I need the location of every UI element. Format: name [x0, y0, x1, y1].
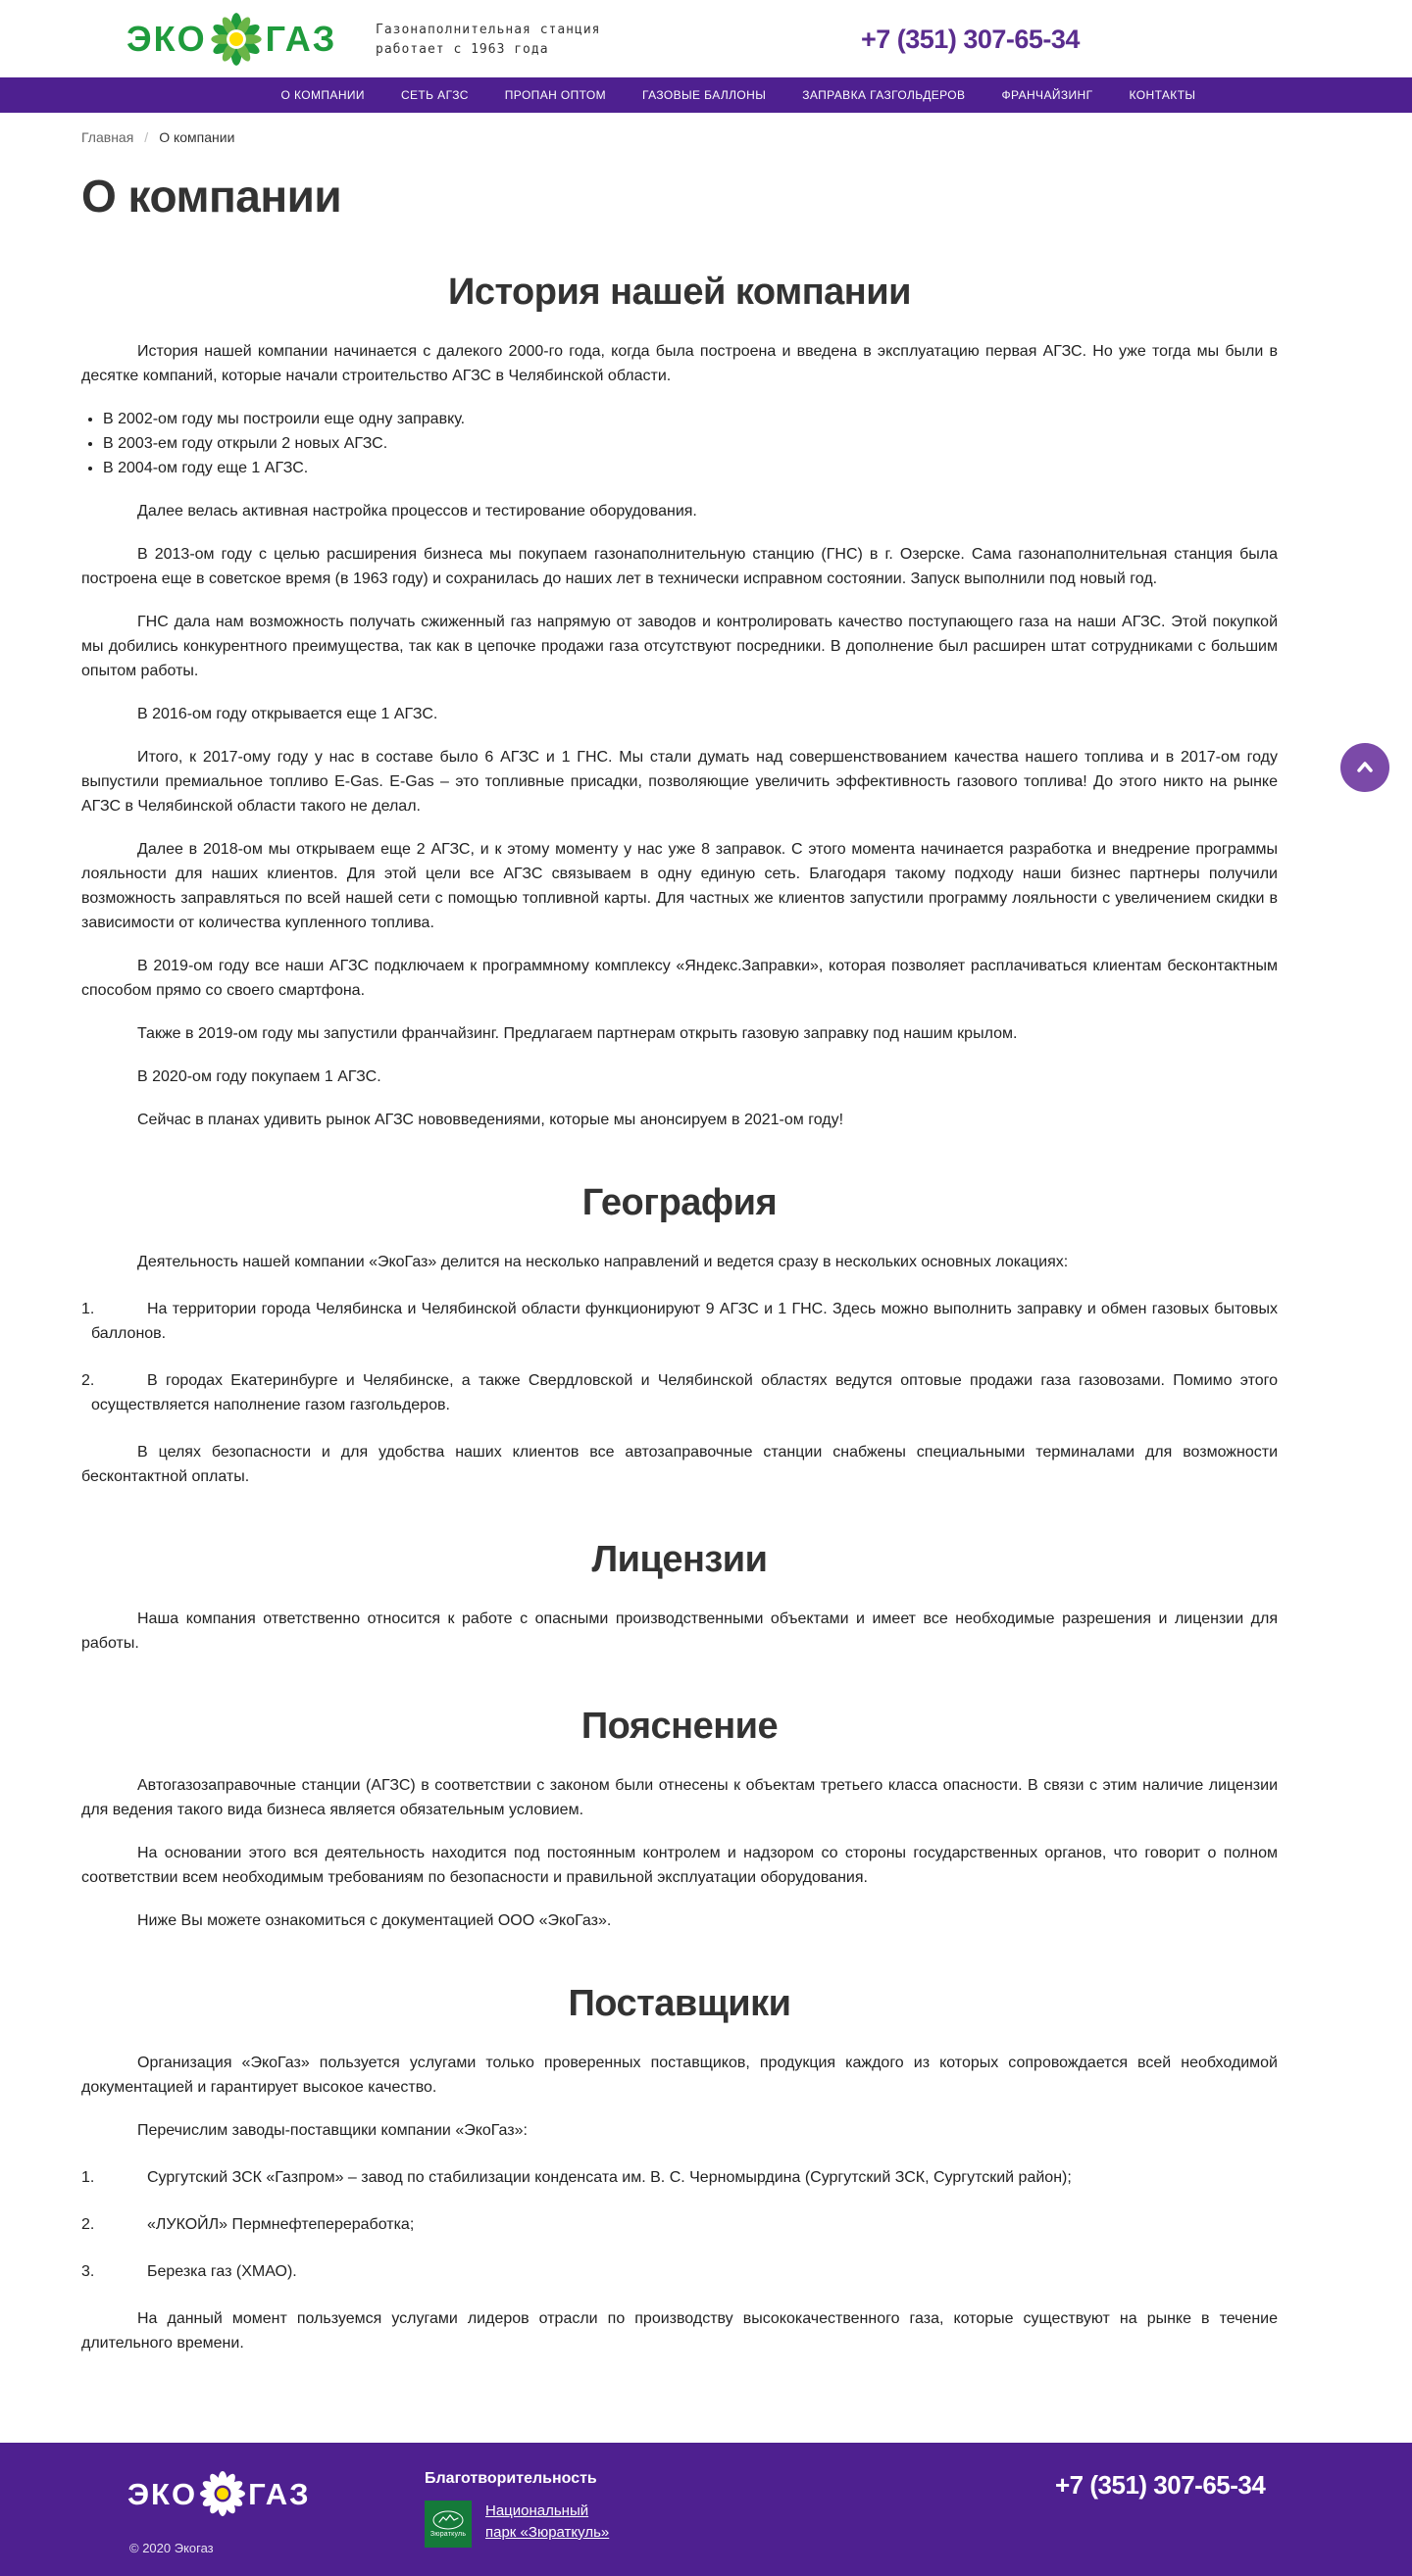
logo-text-gaz: ГАЗ [265, 19, 337, 59]
nav-item-network[interactable]: СЕТЬ АГЗС [400, 88, 469, 102]
breadcrumb [81, 129, 1278, 145]
licenses-heading: Лицензии [591, 1539, 768, 1580]
history-paragraph: В 2020-ом году покупаем 1 АГЗС. [137, 1068, 381, 1085]
footer-logo-text-gaz: ГАЗ [248, 2476, 311, 2511]
tagline-line-2: работает с 1963 года [376, 42, 549, 57]
copyright-text: © 2020 Экогаз [129, 2541, 214, 2555]
breadcrumb-separator: / [144, 129, 149, 145]
footer-flower-icon [199, 2470, 246, 2517]
geography-paragraph: Деятельность нашей компании «ЭкоГаз» делится на несколько направлений и ведется сразу в нескольких основных локациях: [137, 1254, 1069, 1270]
item-number: 1. [81, 2169, 95, 2186]
nav-item-propane[interactable]: ПРОПАН ОПТОМ [504, 88, 606, 102]
breadcrumb-current: О компании [159, 129, 235, 145]
numbered-item [81, 1368, 1278, 1417]
footer-logo-text-eko: ЭКО [127, 2476, 198, 2511]
flower-icon [209, 12, 264, 67]
nav-item-gasholders[interactable]: ЗАПРАВКА ГАЗГОЛЬДЕРОВ [802, 88, 966, 102]
section-suppliers [81, 1982, 1278, 2355]
item-text: Сургутский ЗСК «Газпром» – завод по стабилизации конденсата им. В. С. Черномырдина (Сургутский ЗСК, Сургутский район); [147, 2169, 1072, 2186]
item-text: На территории города Челябинска и Челябинской области функционируют 9 АГЗС и 1 ГНС. Здесь можно выполнить заправку и обмен газовых бытовых баллонов. [91, 1301, 1278, 1342]
explanation-heading: Пояснение [580, 1706, 779, 1747]
history-paragraph: В 2013-ом году с целью расширения бизнеса мы покупаем газонаполнительную станцию (ГНС) в г. Озерске. Сама газонаполнительная станция была построена еще в советское время (в 1963 году) и сохранилась до наших лет в технически исправном состоянии. Запуск выполнили под новый год. [81, 546, 1278, 587]
zyuratkul-park-icon [425, 2501, 472, 2548]
item-text: В городах Екатеринбурге и Челябинске, а также Свердловской и Челябинской областях ведутся оптовые продажи газа газовозами. Помимо этого осуществляется наполнение газом газгольдеров. [91, 1372, 1278, 1413]
section-history [81, 271, 1278, 1132]
suppliers-heading: Поставщики [568, 1983, 791, 2024]
history-paragraph: В 2016-ом году открывается еще 1 АГЗС. [137, 706, 438, 722]
history-paragraph: В 2019-ом году все наши АГЗС подключаем к программному комплексу «Яндекс.Заправки», которая позволяет расплачиваться клиентам бесконтактным способом прямо со своего смартфона. [81, 958, 1278, 999]
explanation-paragraph: Автогазозаправочные станции (АГЗС) в соответствии с законом были отнесены к объектам третьего класса опасности. В связи с этим наличие лицензии для ведения такого вида бизнеса является обязательным условием. [81, 1777, 1278, 1818]
main-navbar [0, 77, 1412, 113]
history-heading: История нашей компании [448, 272, 911, 313]
scroll-to-top-button[interactable] [1340, 743, 1389, 792]
section-geography [81, 1181, 1278, 1489]
chevron-up-icon [1353, 756, 1377, 779]
section-explanation [81, 1705, 1278, 1933]
history-bullet-list [81, 407, 1278, 480]
site-footer [0, 2443, 1412, 2576]
item-text: Березка газ (ХМАО). [147, 2263, 297, 2280]
site-header [0, 0, 1412, 77]
geography-heading: География [581, 1182, 778, 1223]
nav-item-franchise[interactable]: ФРАНЧАЙЗИНГ [1001, 88, 1093, 102]
item-number: 1. [81, 1301, 95, 1317]
header-tagline [376, 21, 601, 60]
item-text: «ЛУКОЙЛ» Пермнефтепереработка; [147, 2216, 415, 2233]
list-item: • В 2004-ом году еще 1 АГЗС. [103, 456, 1278, 480]
numbered-item [81, 1297, 1278, 1346]
nav-items [281, 88, 1196, 102]
charity-block [425, 2470, 609, 2548]
numbered-item [81, 2259, 1278, 2284]
footer-logo[interactable] [127, 2470, 311, 2517]
page-title: О компании [81, 171, 342, 222]
numbered-item [81, 2212, 1278, 2237]
history-paragraph: Далее в 2018-ом мы открываем еще 2 АГЗС, и к этому моменту у нас уже 8 заправок. С этого момента начинается разработка и внедрение программы лояльности для наших клиентов. Для этой цели все АГЗС связываем в одну единую сеть. Благодаря такому подходу наши бизнес партнеры получили возможность заправляться по всей нашей сети с помощью топливной карты. Для частных же клиентов запустили программу лояльности с увеличением скидки в зависимости от количества купленного топлива. [81, 841, 1278, 931]
item-number: 2. [81, 1372, 95, 1389]
history-paragraph: Сейчас в планах удивить рынок АГЗС нововведениями, которые мы анонсируем в 2021-ом году! [137, 1112, 844, 1128]
licenses-paragraph: Наша компания ответственно относится к работе с опасными производственными объектами и имеет все необходимые разрешения и лицензии для работы. [81, 1610, 1278, 1652]
history-paragraph: Также в 2019-ом году мы запустили франчайзинг. Предлагаем партнерам открыть газовую заправку под нашим крылом. [137, 1025, 1018, 1042]
item-number: 2. [81, 2216, 95, 2233]
suppliers-paragraph: Перечислим заводы-поставщики компании «ЭкоГаз»: [137, 2122, 528, 2139]
park-icon-label: Зюраткуль [429, 2531, 467, 2538]
suppliers-paragraph: Организация «ЭкоГаз» пользуется услугами только проверенных поставщиков, продукция каждого из которых сопровождается всей необходимой документацией и гарантирует высокое качество. [81, 2055, 1278, 2096]
nav-item-about[interactable]: О КОМПАНИИ [280, 88, 365, 102]
history-paragraph: Итого, к 2017-ому году у нас в составе было 6 АГЗС и 1 ГНС. Мы стали думать над совершенствованием качества нашего топлива и в 2017-ом году выпустили премиальное топливо E-Gas. E-Gas – это топливные присадки, позволяющие увеличить эффективность газового топлива! До этого никто на рынке АГЗС в Челябинской области такого не делал. [81, 749, 1278, 815]
explanation-paragraph: На основании этого вся деятельность находится под постоянным контролем и надзором со стороны государственных органов, что говорит о полном соответствии всем необходимым требованиям по безопасности и правильной эксплуатации оборудования. [81, 1845, 1278, 1886]
list-item: • В 2003-ем году открыли 2 новых АГЗС. [103, 431, 1278, 456]
suppliers-paragraph: На данный момент пользуемся услугами лидеров отрасли по производству высококачественного газа, которые существуют на рынке в течение длительного времени. [81, 2310, 1278, 2352]
header-phone-link[interactable]: +7 (351) 307-65-34 [861, 25, 1080, 54]
geography-paragraph: В целях безопасности и для удобства наших клиентов все автозаправочные станции снабжены специальными терминалами для возможности бесконтактной оплаты. [81, 1444, 1278, 1485]
history-paragraph: Далее велась активная настройка процессов и тестирование оборудования. [137, 503, 697, 520]
logo[interactable] [126, 12, 336, 67]
nav-item-contacts[interactable]: КОНТАКТЫ [1129, 88, 1196, 102]
tagline-line-1: Газонаполнительная станция [376, 23, 601, 37]
charity-heading: Благотворительность [425, 2470, 597, 2487]
explanation-paragraph: Ниже Вы можете ознакомиться с документацией ООО «ЭкоГаз». [137, 1912, 612, 1929]
national-park-link-text [485, 2501, 609, 2544]
national-park-link[interactable] [425, 2501, 609, 2548]
main-content [81, 113, 1278, 2443]
section-licenses [81, 1538, 1278, 1656]
list-item: • В 2002-ом году мы построили еще одну заправку. [103, 407, 1278, 431]
logo-text-eko: ЭКО [126, 19, 207, 59]
history-paragraph: История нашей компании начинается с далекого 2000-го года, когда была построена и введена в эксплуатацию первая АГЗС. Но уже тогда мы были в десятке компаний, которые начали строительство АГЗС в Челябинской области. [81, 343, 1278, 384]
item-number: 3. [81, 2263, 95, 2280]
park-link-line-2: парк «Зюраткуль» [485, 2524, 610, 2541]
breadcrumb-home-link[interactable]: Главная [81, 129, 134, 145]
park-link-line-1: Национальный [485, 2502, 589, 2519]
numbered-item [81, 2165, 1278, 2190]
footer-phone-link[interactable]: +7 (351) 307-65-34 [1055, 2470, 1266, 2500]
history-paragraph: ГНС дала нам возможность получать сжиженный газ напрямую от заводов и контролировать качество поступающего газа на наши АГЗС. Этой покупкой мы добились конкурентного преимущества, так как в цепочке продажи газа отсутствуют посредники. В дополнение был расширен штат сотрудниками с большим опытом работы. [81, 614, 1278, 679]
nav-item-cylinders[interactable]: ГАЗОВЫЕ БАЛЛОНЫ [642, 88, 767, 102]
